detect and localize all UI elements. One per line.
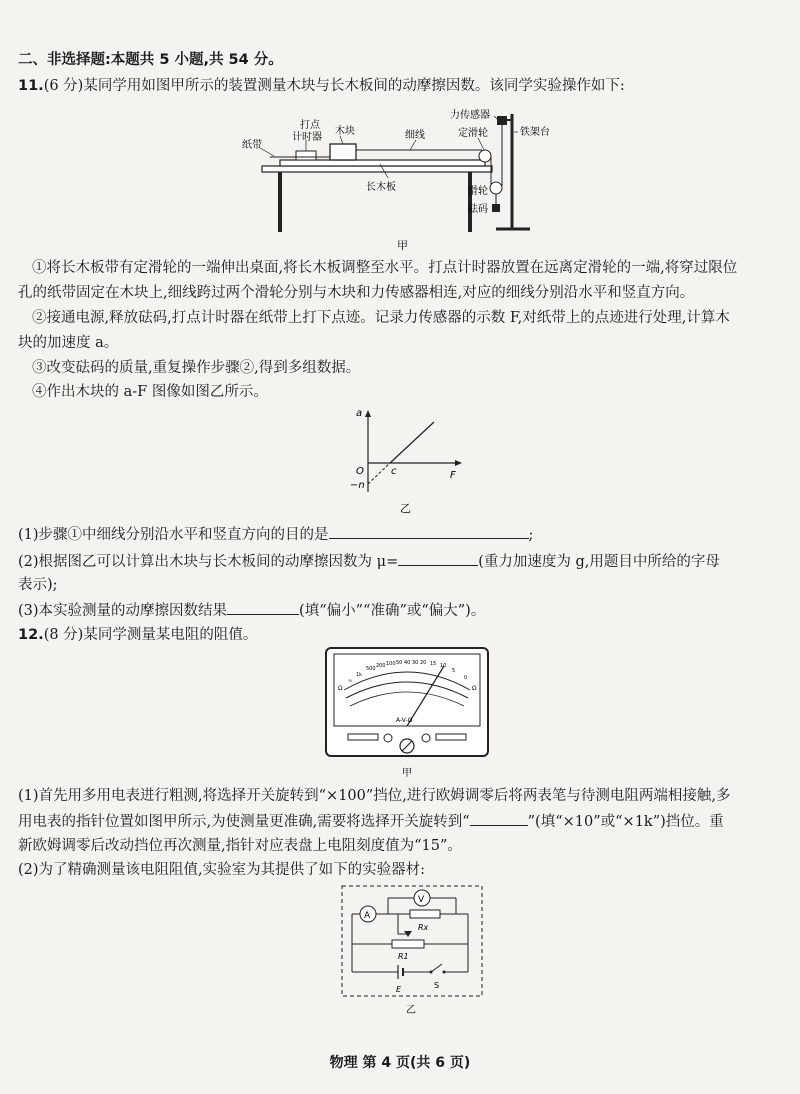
- fixed-pulley: [479, 150, 491, 162]
- q11-sub1-text: (1)步骤①中细线分别沿水平和竖直方向的目的是: [18, 527, 329, 543]
- ohm-scale-6: 40: [404, 660, 411, 666]
- ohm-scale-1: 1k: [356, 672, 363, 678]
- voltmeter-label: V: [418, 895, 425, 905]
- r1-label: R1: [398, 952, 409, 961]
- meter-knob-left: [384, 734, 392, 742]
- table-top: [262, 166, 492, 172]
- page-footer: 物理 第 4 页(共 6 页): [329, 1055, 471, 1071]
- caption-yi: 乙: [400, 502, 411, 515]
- weight: [492, 204, 500, 212]
- label-xixian: 细线: [405, 130, 425, 141]
- caption-circuit-yi: 乙: [406, 1005, 416, 1016]
- q12-sub1-b: 用电表的指针位置如图甲所示,为使测量更准确,需要将选择开关旋转到“: [18, 814, 470, 830]
- e-label: E: [396, 985, 402, 994]
- q12-sub2: (2)为了精确测量该电阻阻值,实验室为其提供了如下的实验器材:: [18, 862, 426, 878]
- label-tiejiatai: 铁架台: [520, 127, 550, 138]
- q11-sub3-blank[interactable]: [227, 600, 299, 615]
- label-F: F: [450, 470, 456, 481]
- movable-pulley: [490, 182, 502, 194]
- q11-sub2: [18, 551, 782, 572]
- q11-step4: ④作出木块的 a-F 图像如图乙所示。: [32, 384, 268, 400]
- ohm-scale-7: 30: [412, 660, 419, 666]
- label-c: c: [391, 466, 397, 477]
- q11-step3: ③改变砝码的质量,重复操作步骤②,得到多组数据。: [32, 360, 361, 376]
- wood-block: [330, 144, 356, 160]
- label-changmuban: 长木板: [366, 182, 396, 193]
- q12-sub1-d: 新欧姆调零后改动挡位再次测量,指针对应表盘上电阻刻度值为“15”。: [18, 838, 462, 854]
- q11-stem: [18, 76, 782, 96]
- q11-stem-text: (6 分)某同学用如图甲所示的装置测量木块与长木板间的动摩擦因数。该同学实验操作如下:: [43, 78, 625, 94]
- switch-s: [431, 964, 442, 972]
- ohm-scale-8: 20: [420, 660, 427, 666]
- figure-circuit: [338, 884, 488, 1018]
- caption-jia: 甲: [397, 239, 408, 252]
- q11-sub1-end: ;: [528, 527, 534, 543]
- label-zhidai: 纸带: [242, 140, 262, 151]
- q11-number: 11.: [18, 78, 44, 94]
- q11-sub1-blank[interactable]: [329, 524, 529, 539]
- q12-sub1-blank[interactable]: [470, 811, 528, 826]
- q12-stem-text: (8 分)某同学测量某电阻的阻值。: [43, 627, 258, 643]
- figure-apparatus: [240, 104, 570, 254]
- label-n: −n: [350, 480, 365, 491]
- label-dinghualun: 定滑轮: [458, 128, 488, 139]
- ohm-scale-11: 5: [452, 668, 456, 674]
- label-lichuanganqi: 力传感器: [450, 110, 490, 121]
- q12-stem: [18, 625, 782, 645]
- q11-sub1: [18, 524, 782, 545]
- ammeter-label: A: [364, 911, 371, 921]
- ohm-scale-4: 100: [386, 661, 396, 667]
- label-hualun: 滑轮: [468, 186, 488, 197]
- q12-sub1-bc: [18, 811, 782, 832]
- meter-left-label: Ω: [338, 685, 343, 692]
- meter-knob-right: [422, 734, 430, 742]
- meter-mode-label: A-V-Ω: [396, 717, 413, 724]
- q11-sub3-b: (填“偏小”“准确”或“偏大”)。: [299, 603, 486, 619]
- q12-sub1-c: ”(填“×10”或“×1k”)挡位。重: [527, 814, 724, 830]
- q11-sub2-c: 表示);: [18, 577, 58, 593]
- caption-meter-jia: 甲: [402, 768, 412, 779]
- q12-sub1-a: (1)首先用多用电表进行粗测,将选择开关旋转到“×100”挡位,进行欧姆调零后将两表笔与待测电阻两端相接触,多: [18, 788, 731, 804]
- resistor-rx: [410, 910, 440, 918]
- label-O: O: [356, 466, 364, 477]
- rheostat-r1: [392, 940, 424, 948]
- q11-step2-line2: 块的加速度 a。: [18, 335, 119, 351]
- graph-line-dashed: [368, 463, 390, 484]
- q11-sub3: [18, 600, 782, 621]
- rx-label: Rx: [418, 923, 429, 932]
- label-a: a: [356, 408, 363, 419]
- q11-sub3-a: (3)本实验测量的动摩擦因数结果: [18, 603, 228, 619]
- ohm-scale-3: 200: [376, 663, 386, 669]
- s-label: S: [434, 981, 440, 990]
- ohm-scale-9: 15: [430, 661, 437, 667]
- q11-sub2-a: (2)根据图乙可以计算出木块与长木板间的动摩擦因数为 μ=: [18, 554, 399, 570]
- label-fama: 砝码: [468, 204, 488, 215]
- ohm-scale-0: ∞: [348, 678, 353, 684]
- long-board: [280, 160, 485, 166]
- q11-step1-line1: ①将长木板带有定滑轮的一端伸出桌面,将长木板调整至水平。打点计时器放置在远离定滑轮的一端,将穿过限位: [32, 260, 738, 276]
- graph-line-solid: [390, 422, 434, 463]
- timer-box: [296, 151, 316, 160]
- label-dashi-1: 打点: [300, 120, 320, 131]
- force-sensor: [497, 116, 507, 125]
- figure-multimeter: [322, 646, 492, 780]
- label-dashi-2: 计时器: [292, 132, 322, 143]
- section-header: 二、非选择题:本题共 5 小题,共 54 分。: [18, 52, 283, 68]
- q11-step1-line2: 孔的纸带固定在木块上,细线跨过两个滑轮分别与木块和力传感器相连,对应的细线分别沿水平和竖直方向。: [18, 285, 695, 301]
- ohm-scale-10: 10: [440, 663, 447, 669]
- meter-right-label: Ω: [472, 685, 477, 692]
- ohm-scale-5: 50: [396, 660, 403, 666]
- q12-number: 12.: [18, 627, 44, 643]
- figure-aF-graph: [340, 406, 470, 518]
- q11-step2-line1: ②接通电源,释放砝码,打点计时器在纸带上打下点迹。记录力传感器的示数 F,对纸带上的点迹进行处理,计算木: [32, 310, 730, 326]
- ohm-scale-2: 500: [366, 666, 376, 672]
- label-mukuai: 木块: [335, 126, 355, 137]
- q11-sub2-b: (重力加速度为 g,用题目中所给的字母: [478, 554, 720, 570]
- meter-slot-left: [348, 734, 378, 740]
- q11-sub2-blank[interactable]: [398, 551, 478, 566]
- ohm-scale-12: 0: [464, 675, 468, 681]
- meter-slot-right: [436, 734, 466, 740]
